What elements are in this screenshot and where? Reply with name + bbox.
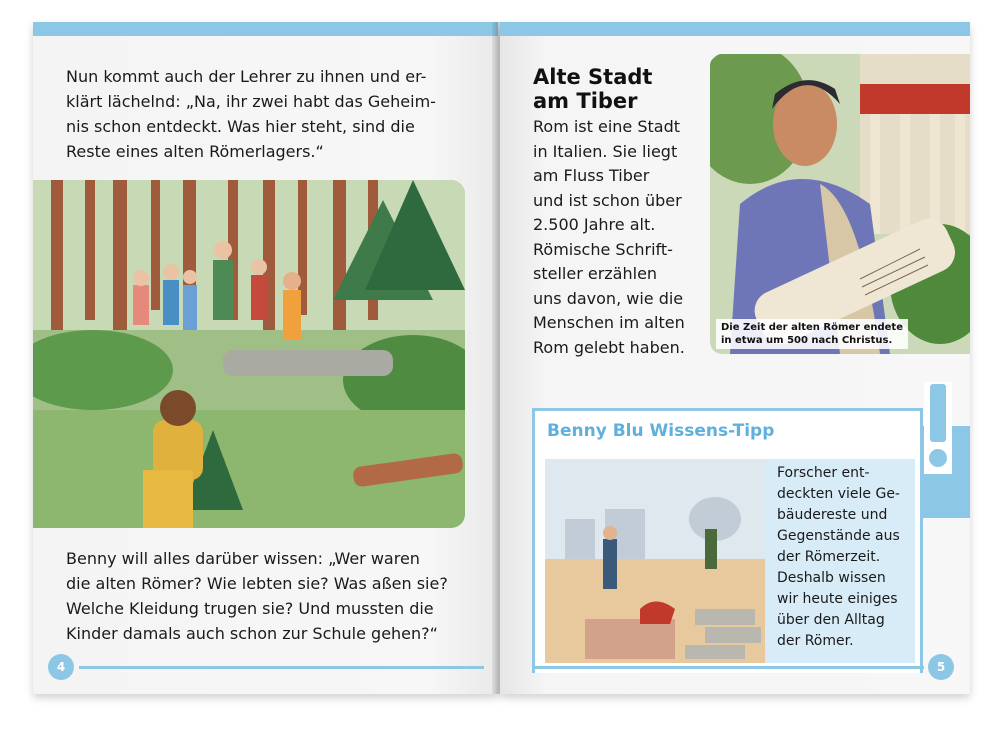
left-page xyxy=(33,22,498,694)
tip-panel xyxy=(545,459,915,663)
illustration-caption: Die Zeit der alten Römer endete in etwa um 500 nach Christus. xyxy=(716,319,908,349)
section-title: Alte Stadt am Tiber xyxy=(533,65,653,113)
top-band xyxy=(500,22,970,36)
bottom-line xyxy=(534,666,924,669)
tip-text: Forscher ent- deckten viele Ge- bäudereste und Gegenstände aus der Römerzeit. Deshalb wissen wir heute einiges über den Alltag der Römer. xyxy=(777,465,900,649)
page-number-left: 4 xyxy=(48,654,74,680)
paragraph-1: Nun kommt auch der Lehrer zu ihnen und er- klärt lächelnd: „Na, ihr zwei habt das Geheim- nis schon entdeckt. Was hier steht, sind die Reste eines alten Römerlagers.“ xyxy=(66,67,436,161)
paragraph-2: Benny will alles darüber wissen: „Wer waren die alten Römer? Wie lebten sie? Was aßen sie? Welche Kleidung trugen sie? Und mussten die Kinder damals auch schon zur Schule gehen?“ xyxy=(66,549,448,643)
tip-box xyxy=(532,408,923,673)
forest-illustration xyxy=(33,180,465,528)
exclamation-icon xyxy=(924,382,952,474)
bottom-line xyxy=(79,666,484,669)
roman-writer-illustration xyxy=(710,54,970,354)
top-band xyxy=(33,22,498,36)
section-body: Rom ist eine Stadt in Italien. Sie liegt am Fluss Tiber und ist schon über 2.500 Jahre alt. Römische Schrift- steller erzählen uns davon, wie die Menschen im alten Rom gelebt haben. xyxy=(533,117,685,357)
right-page xyxy=(500,22,970,694)
page-number-right: 5 xyxy=(928,654,954,680)
excavation-illustration xyxy=(545,459,765,663)
tip-title: Benny Blu Wissens-Tipp xyxy=(547,421,775,441)
